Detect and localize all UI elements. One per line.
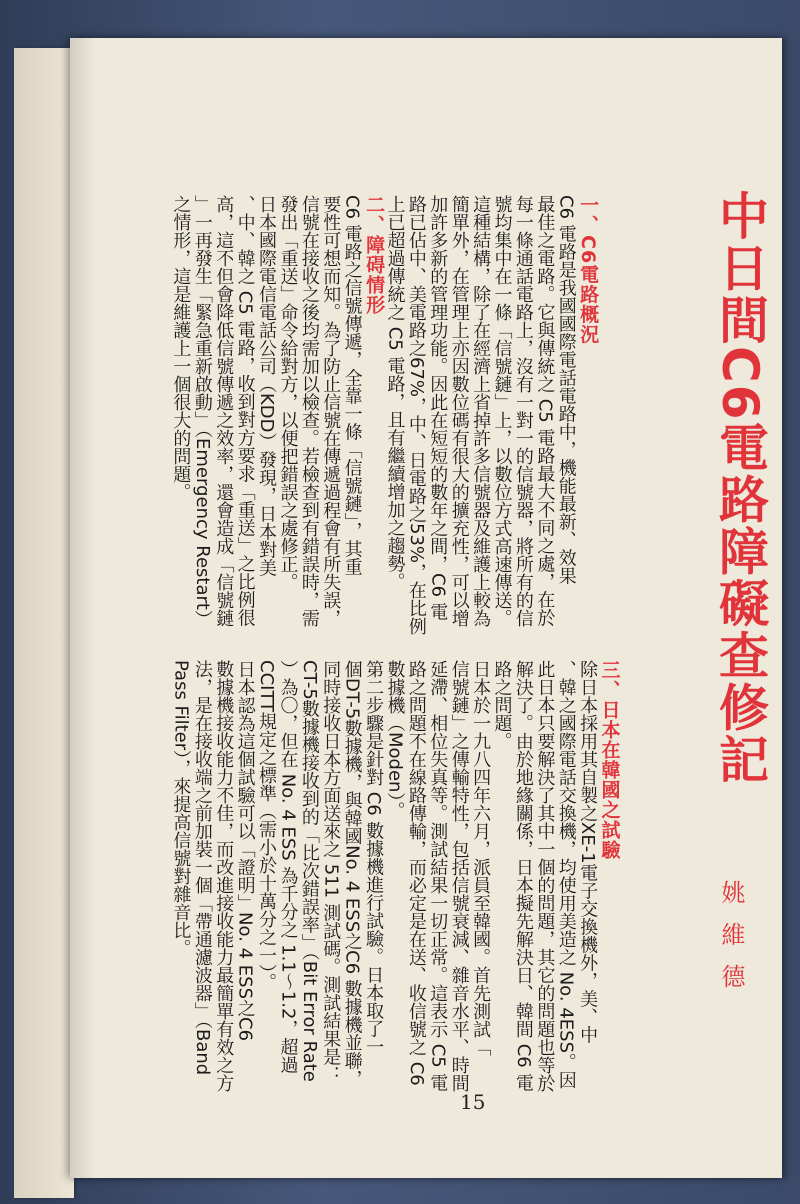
text-column: 日本認為這個試驗可以「證明」No. 4 ESS之C6: [234, 660, 256, 1042]
section-heading: 一、C6電路概況: [577, 195, 600, 345]
text-column: 個DT-5數據機，與韓國No. 4 ESS之C6 數據機並聯，: [341, 660, 363, 1088]
text-column: 路已佔中、美電路之67%，中、日電路之53%，在比例: [405, 195, 427, 636]
text-column: 要性可想而知。為了防止信號在傳遞過程會有所失誤，: [320, 195, 342, 627]
text-column: 法，是在接收端之前加裝一個「帶通濾波器」（Band: [191, 660, 213, 1076]
text-column: 每一條通話電路上，沒有一對一的信號器，將所有的信: [512, 195, 534, 627]
text-column: 發出「重送」命令給對方，以便把錯誤之處修正。: [277, 195, 299, 591]
text-column: 之情形，這是維護上一個很大的問題。: [170, 195, 192, 501]
text-column: 路之問題。: [491, 660, 513, 750]
text-column: 這種結構，除了在經濟上省掉許多信號器及維護上較為: [470, 195, 492, 627]
text-column: 數據機接收能力不佳，而改進接收能力最簡單有效之方: [213, 660, 235, 1092]
text-column: C6 電路之信號傳遞，全靠一條「信號鏈」，其重: [341, 195, 363, 576]
text-column: CCITT規定之標準（需小於十萬分之一）。: [256, 660, 278, 992]
text-column: 」一再發生「緊急重新啟動」（Emergency Restart）: [191, 195, 213, 628]
text-column: 、韓之國際電話交換機，均使用美造之 No. 4ESS。因: [555, 660, 577, 1090]
text-column: 高，這不但會降低信號傳遞之效率，還會造成「信號鏈: [213, 195, 235, 627]
lower-text-block: [170, 660, 621, 1092]
text-column: Pass Filter），來提高信號對雜音比。: [170, 660, 192, 958]
page-gutter-shadow: [70, 38, 96, 1178]
text-column: 延滯、相位失真等。測試結果一切正常。這表示 C5 電: [427, 660, 449, 1092]
text-column: 解決了。由於地緣關係，日本擬先解決日、韓間 C6 電: [512, 660, 534, 1092]
text-column: 號均集中在一條「信號鏈」上，以數位方式高速傳送。: [491, 195, 513, 627]
section-heading: 三、日本在韓國之試驗: [598, 660, 621, 860]
article-title: 中日間C6電路障礙查修記: [711, 190, 769, 786]
text-column: 第二步驟是針對 C6 數據機進行試驗。日本取了一: [363, 660, 385, 1056]
text-column: 信號在接收之後均需加以檢查。若檢查到有錯誤時，需: [298, 195, 320, 627]
upper-text-block: [170, 195, 600, 636]
text-column: 日本國際電信電話公司（KDD）發現，日本對美: [256, 195, 278, 577]
text-column: 加許多新的管理功能。因此在短短的數年之間，C6 電: [427, 195, 449, 621]
text-column: CT-5數據機接收到的「比次錯誤率」（Bit Error Rate: [298, 660, 320, 1082]
text-column: C6 電路是我國國際電話電路中，機能最新、效果: [555, 195, 577, 585]
text-column: 信號鏈」之傳輸特性，包括信號衰減、雜音水平、時間: [448, 660, 470, 1092]
text-column: 數據機（Moden）。: [384, 660, 406, 820]
text-column: 簡單外，在管理上亦因數位碼有很大的擴充性，可以增: [448, 195, 470, 627]
article-author: 姚維德: [717, 880, 745, 1006]
text-column: 、中、韓之 C5 電路，收到對方要求「重送」之比例很: [234, 195, 256, 627]
text-column: 最佳之電路。它與傳統之 C5 電路最大不同之處，在於: [534, 195, 556, 627]
underlying-pages: [14, 48, 74, 1198]
section-heading: 二、障碍情形: [363, 195, 386, 315]
text-column: 此日本只要解決了其中一個的問題，其它的問題也等於: [534, 660, 556, 1092]
text-column: 上已超過傳統之 C5 電路，且有繼續增加之趨勢。: [384, 195, 406, 591]
text-column: 路之問題不在線路傳輸，而必定是在送、收信號之 C6: [405, 660, 427, 1086]
page-number: 15: [460, 1090, 486, 1114]
text-column: ）為〇，但在 No. 4 ESS 為千分之 1.1～1.2，超過: [277, 660, 299, 1074]
text-column: 日本於一九八四年六月，派員至韓國。首先測試「: [470, 660, 492, 1056]
text-column: 同時接收日本方面送來之 511 測試碼。測試結果是：: [320, 660, 342, 1084]
text-column: 除日本採用其自製之XE-1電子交換機外，美、中: [577, 660, 599, 1044]
